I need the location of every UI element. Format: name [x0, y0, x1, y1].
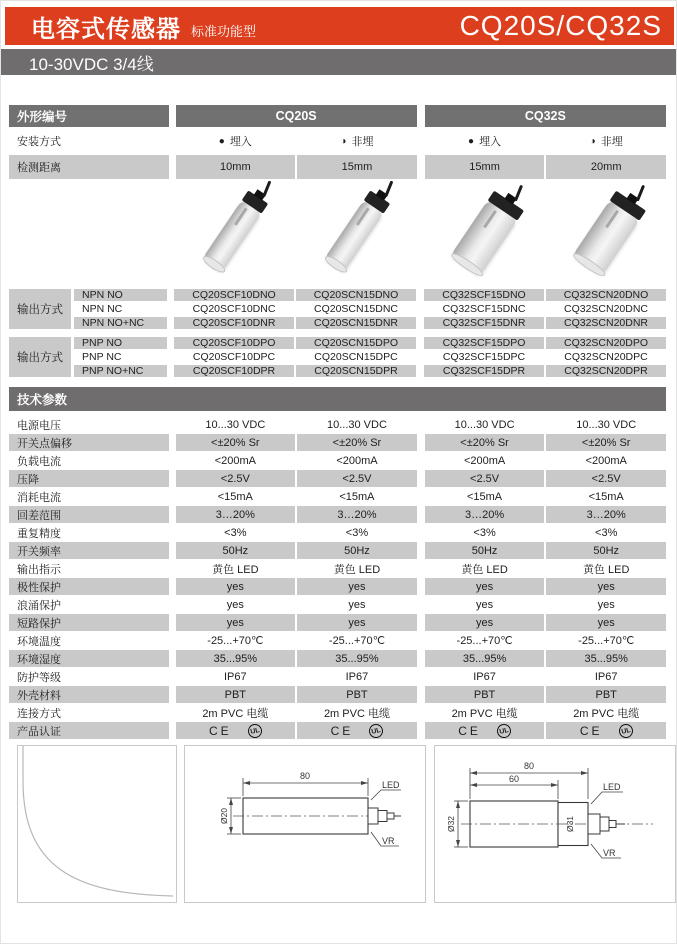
corner-arc: [18, 746, 176, 902]
diameter-dim-label: Ø20: [219, 807, 229, 825]
sensing-distance-value: 15mm: [425, 155, 545, 179]
model-number: CQ32SCN20DNC: [563, 303, 649, 315]
spec-value: yes: [546, 578, 666, 595]
mounting-option: [297, 129, 417, 153]
spec-value: 10...30 VDC: [326, 418, 387, 431]
model-number: CQ20SCF10DPO: [174, 337, 294, 349]
spec-value: <±20% Sr: [546, 434, 666, 451]
spec-value: 35...95%: [546, 650, 666, 667]
spec-value: IP67: [594, 670, 618, 683]
spec-value: 黄色 LED: [212, 563, 259, 576]
spec-value: 35...95%: [176, 650, 296, 667]
spec-value: <3%: [595, 526, 618, 539]
ce-mark: CE: [579, 723, 603, 738]
model-number: CQ20SCF10DNO: [174, 289, 294, 301]
mounting-option: [425, 129, 545, 153]
ul-mark: UL: [246, 722, 263, 739]
spec-value: <15mA: [466, 490, 503, 503]
spec-value: 黄色 LED: [582, 563, 630, 576]
specs-section: [9, 416, 666, 739]
vr-label: VR: [603, 848, 616, 858]
spec-value: 50Hz: [425, 542, 545, 559]
led-label: LED: [603, 782, 621, 792]
spec-value: yes: [226, 598, 244, 611]
spec-row: [9, 722, 666, 739]
spec-label: 重复精度: [17, 527, 61, 540]
mounting-option: [546, 129, 666, 153]
spec-row: [9, 488, 666, 505]
sensor-photo-cq32s-flush: [424, 181, 544, 285]
spec-row: [9, 470, 666, 487]
spec-value: yes: [297, 578, 417, 595]
spec-value: yes: [297, 614, 417, 631]
spec-value: 3…20%: [425, 506, 545, 523]
mounting-option-label: 非埋: [351, 136, 374, 148]
spec-value: [425, 722, 545, 739]
model-number: CQ32SCF15DNO: [424, 289, 544, 301]
spec-row: [9, 704, 666, 721]
sensor-photo-cq32s-nonflush: [546, 181, 666, 285]
length-dim-label: 80: [299, 771, 311, 781]
mounting-option-label: 埋入: [229, 136, 252, 148]
spec-value: 2m PVC 电缆: [202, 707, 269, 720]
flush-circle-icon: ●: [218, 135, 225, 147]
spec-value: <±20% Sr: [297, 434, 417, 451]
header-bar: [5, 7, 674, 45]
rear-diameter-label: Ø31: [565, 815, 575, 833]
spec-value: 10...30 VDC: [205, 418, 266, 431]
spec-label: 防护等级: [17, 671, 61, 684]
model-number: CQ20SCF10DNR: [174, 317, 294, 329]
spec-row: [9, 560, 666, 577]
spec-value: [546, 722, 666, 739]
family-header-cq20s: CQ20S: [176, 105, 417, 127]
diameter-dim-label: Ø32: [446, 815, 456, 833]
spec-row: [9, 614, 666, 631]
vr-label: VR: [382, 836, 395, 846]
spec-value: 2m PVC 电缆: [573, 707, 640, 720]
sensing-distance-value: 20mm: [546, 155, 666, 179]
spec-value: yes: [425, 578, 545, 595]
spec-value: <3%: [345, 526, 369, 539]
spec-value: <200mA: [214, 454, 256, 467]
length-dim-label: 80: [523, 761, 535, 771]
model-number: CQ20SCN15DPC: [314, 351, 398, 363]
spec-value: <3%: [224, 526, 247, 539]
cq20s-drawing-svg: [185, 746, 425, 902]
model-number: CQ20SCF10DNC: [192, 303, 276, 315]
ce-mark: CE: [330, 723, 354, 738]
spec-label: 极性保护: [9, 578, 169, 595]
sensing-distance-value: 15mm: [297, 155, 417, 179]
spec-label: 外壳材料: [9, 686, 169, 703]
spec-value: -25...+70℃: [207, 635, 264, 647]
output-mode-label: 输出方式: [9, 289, 71, 329]
ce-mark: CE: [458, 723, 481, 738]
model-number: CQ20SCF10DPR: [174, 365, 294, 377]
model-number: CQ32SCN20DNO: [546, 289, 666, 301]
spec-value: <±20% Sr: [176, 434, 296, 451]
spec-value: -25...+70℃: [456, 635, 513, 647]
spec-label: 浪涌保护: [17, 599, 61, 612]
spec-value: 50Hz: [546, 542, 666, 559]
spec-value: PBT: [297, 686, 417, 703]
spec-value: 黄色 LED: [461, 563, 508, 576]
spec-value: IP67: [224, 670, 247, 683]
output-type-label: PNP NC: [82, 351, 122, 363]
model-number: CQ32SCF15DPO: [424, 337, 544, 349]
ce-mark: CE: [208, 723, 232, 738]
spec-label: 输出指示: [17, 563, 61, 576]
spec-value: yes: [425, 614, 545, 631]
spec-label: 连接方式: [17, 707, 61, 720]
spec-value: yes: [176, 614, 296, 631]
spec-label: 回差范围: [9, 506, 169, 523]
sub-length-dim-label: 60: [508, 774, 520, 784]
model-number: CQ32SCN20DPR: [546, 365, 666, 377]
sensing-distance-row: [9, 155, 666, 179]
dimension-drawing-cq20s: [184, 745, 426, 903]
photo-cell: [174, 181, 294, 285]
model-number: CQ20SCN15DNC: [313, 303, 399, 315]
spec-label: 压降: [9, 470, 169, 487]
spec-row: [9, 596, 666, 613]
spec-label: 短路保护: [9, 614, 169, 631]
spec-value: <3%: [473, 526, 496, 539]
model-row: [74, 317, 666, 329]
spec-value: 35...95%: [297, 650, 417, 667]
model-number: CQ32SCF15DPR: [424, 365, 544, 377]
model-row: [74, 303, 666, 315]
mounting-option-label: 埋入: [479, 136, 502, 148]
mounting-label: 安装方式: [17, 136, 61, 148]
spec-value: 50Hz: [176, 542, 296, 559]
shape-code-header: 外形编号: [9, 105, 169, 127]
drawing-row: [17, 745, 656, 903]
model-number: CQ20SCN15DNO: [296, 289, 416, 301]
ul-mark: UL: [496, 722, 513, 739]
model-number: CQ32SCF15DPC: [442, 351, 526, 363]
output-type-label: NPN NC: [82, 303, 123, 315]
spec-value: yes: [476, 598, 494, 611]
spec-value: -25...+70℃: [578, 635, 635, 647]
spec-value: 3…20%: [297, 506, 417, 523]
spec-value: <±20% Sr: [425, 434, 545, 451]
spec-value: 2m PVC 电缆: [451, 707, 518, 720]
spec-row: [9, 578, 666, 595]
spec-label: 开关点偏移: [9, 434, 169, 451]
spec-value: IP67: [473, 670, 496, 683]
sensing-distance-label: 检测距离: [9, 155, 169, 179]
spec-value: <2.5V: [176, 470, 296, 487]
model-row: [74, 289, 666, 301]
sensor-photo-cq20s-flush: [174, 181, 294, 285]
spec-row: [9, 416, 666, 433]
model-number: CQ32SCN20DNR: [546, 317, 666, 329]
nonflush-circle-icon: ◑: [340, 135, 347, 147]
dimension-drawing-cq32s: [434, 745, 676, 903]
photo-cell: [546, 181, 666, 285]
model-number: CQ20SCF10DPC: [192, 351, 276, 363]
ul-mark: UL: [617, 722, 634, 739]
model-number: CQ32SCF15DNC: [442, 303, 526, 315]
nonflush-circle-icon: ◑: [589, 135, 596, 147]
model-row: [74, 351, 666, 363]
spec-value: 35...95%: [425, 650, 545, 667]
spec-value: <2.5V: [297, 470, 417, 487]
spec-label: 环境温度: [17, 635, 61, 648]
spec-label: 消耗电流: [17, 491, 61, 504]
spec-label: 产品认证: [9, 722, 169, 739]
spec-value: <2.5V: [546, 470, 666, 487]
spec-row: [9, 650, 666, 667]
spec-value: <15mA: [339, 490, 375, 503]
spec-value: 2m PVC 电缆: [323, 707, 390, 720]
spec-row: [9, 668, 666, 685]
photo-cell: [296, 181, 416, 285]
voltage-bar: 10-30VDC 3/4线: [1, 49, 676, 75]
spec-label: 负载电流: [17, 455, 61, 468]
output-mode-rows: [74, 289, 666, 329]
spec-value: PBT: [176, 686, 296, 703]
spec-label: 开关频率: [9, 542, 169, 559]
spec-value: IP67: [345, 670, 369, 683]
spec-value: <200mA: [585, 454, 627, 467]
mounting-option: [176, 129, 296, 153]
output-mode-block: [9, 289, 666, 329]
catalog-table: [1, 105, 676, 903]
spec-value: 3…20%: [176, 506, 296, 523]
spec-label: 电源电压: [17, 419, 61, 432]
output-mode-label: 输出方式: [9, 337, 71, 377]
output-mode-section: [9, 289, 666, 377]
spec-value: yes: [546, 614, 666, 631]
spec-value: 3…20%: [546, 506, 666, 523]
flush-circle-icon: ●: [468, 135, 475, 147]
photo-cell: [424, 181, 544, 285]
spec-value: [297, 722, 417, 739]
spec-row: [9, 542, 666, 559]
specs-title: 技术参数: [9, 387, 666, 411]
spec-value: <15mA: [217, 490, 253, 503]
spec-row: [9, 632, 666, 649]
spec-value: <15mA: [588, 490, 624, 503]
spec-value: 黄色 LED: [333, 563, 381, 576]
spec-value: PBT: [546, 686, 666, 703]
model-number: CQ20SCN15DPO: [296, 337, 416, 349]
output-mode-block: [9, 337, 666, 377]
model-number: CQ32SCN20DPC: [564, 351, 648, 363]
spec-value: yes: [348, 598, 366, 611]
photo-row-spacer: [9, 181, 167, 285]
output-type-label: NPN NO+NC: [74, 317, 167, 329]
output-type-label: NPN NO: [74, 289, 167, 301]
spec-value: yes: [597, 598, 615, 611]
output-type-label: PNP NO+NC: [74, 365, 167, 377]
spec-value: yes: [176, 578, 296, 595]
ul-mark: UL: [368, 722, 385, 739]
mounting-row: [9, 129, 666, 153]
corner-decoration-box: [17, 745, 177, 903]
model-row: [74, 337, 666, 349]
led-label: LED: [382, 780, 400, 790]
product-photo-row: [9, 181, 666, 285]
spec-row: [9, 452, 666, 469]
spec-value: <200mA: [463, 454, 506, 467]
spec-value: <2.5V: [425, 470, 545, 487]
spec-value: 50Hz: [297, 542, 417, 559]
model-number: CQ32SCN20DPO: [546, 337, 666, 349]
output-mode-rows: [74, 337, 666, 377]
spec-value: PBT: [425, 686, 545, 703]
output-type-label: PNP NO: [74, 337, 167, 349]
model-row: [74, 365, 666, 377]
spec-value: 10...30 VDC: [454, 418, 515, 431]
sensor-photo-cq20s-nonflush: [296, 181, 416, 285]
spec-row: [9, 686, 666, 703]
page-title: 电容式传感器: [31, 15, 181, 43]
spec-value: [176, 722, 296, 739]
cq32s-drawing-svg: [435, 746, 675, 902]
sensing-distance-value: 10mm: [176, 155, 296, 179]
spec-label: 环境湿度: [9, 650, 169, 667]
model-range: CQ20S/CQ32S: [459, 10, 662, 41]
page-subtitle: 标准功能型: [191, 23, 257, 39]
table-header-row: [9, 105, 666, 127]
spec-value: -25...+70℃: [328, 635, 385, 647]
spec-row: [9, 434, 666, 451]
spec-row: [9, 524, 666, 541]
family-header-cq32s: CQ32S: [425, 105, 666, 127]
model-number: CQ20SCN15DNR: [296, 317, 416, 329]
spec-value: <200mA: [336, 454, 378, 467]
mounting-option-label: 非埋: [600, 136, 623, 148]
spec-value: 10...30 VDC: [576, 418, 637, 431]
model-number: CQ20SCN15DPR: [296, 365, 416, 377]
model-number: CQ32SCF15DNR: [424, 317, 544, 329]
spec-row: [9, 506, 666, 523]
